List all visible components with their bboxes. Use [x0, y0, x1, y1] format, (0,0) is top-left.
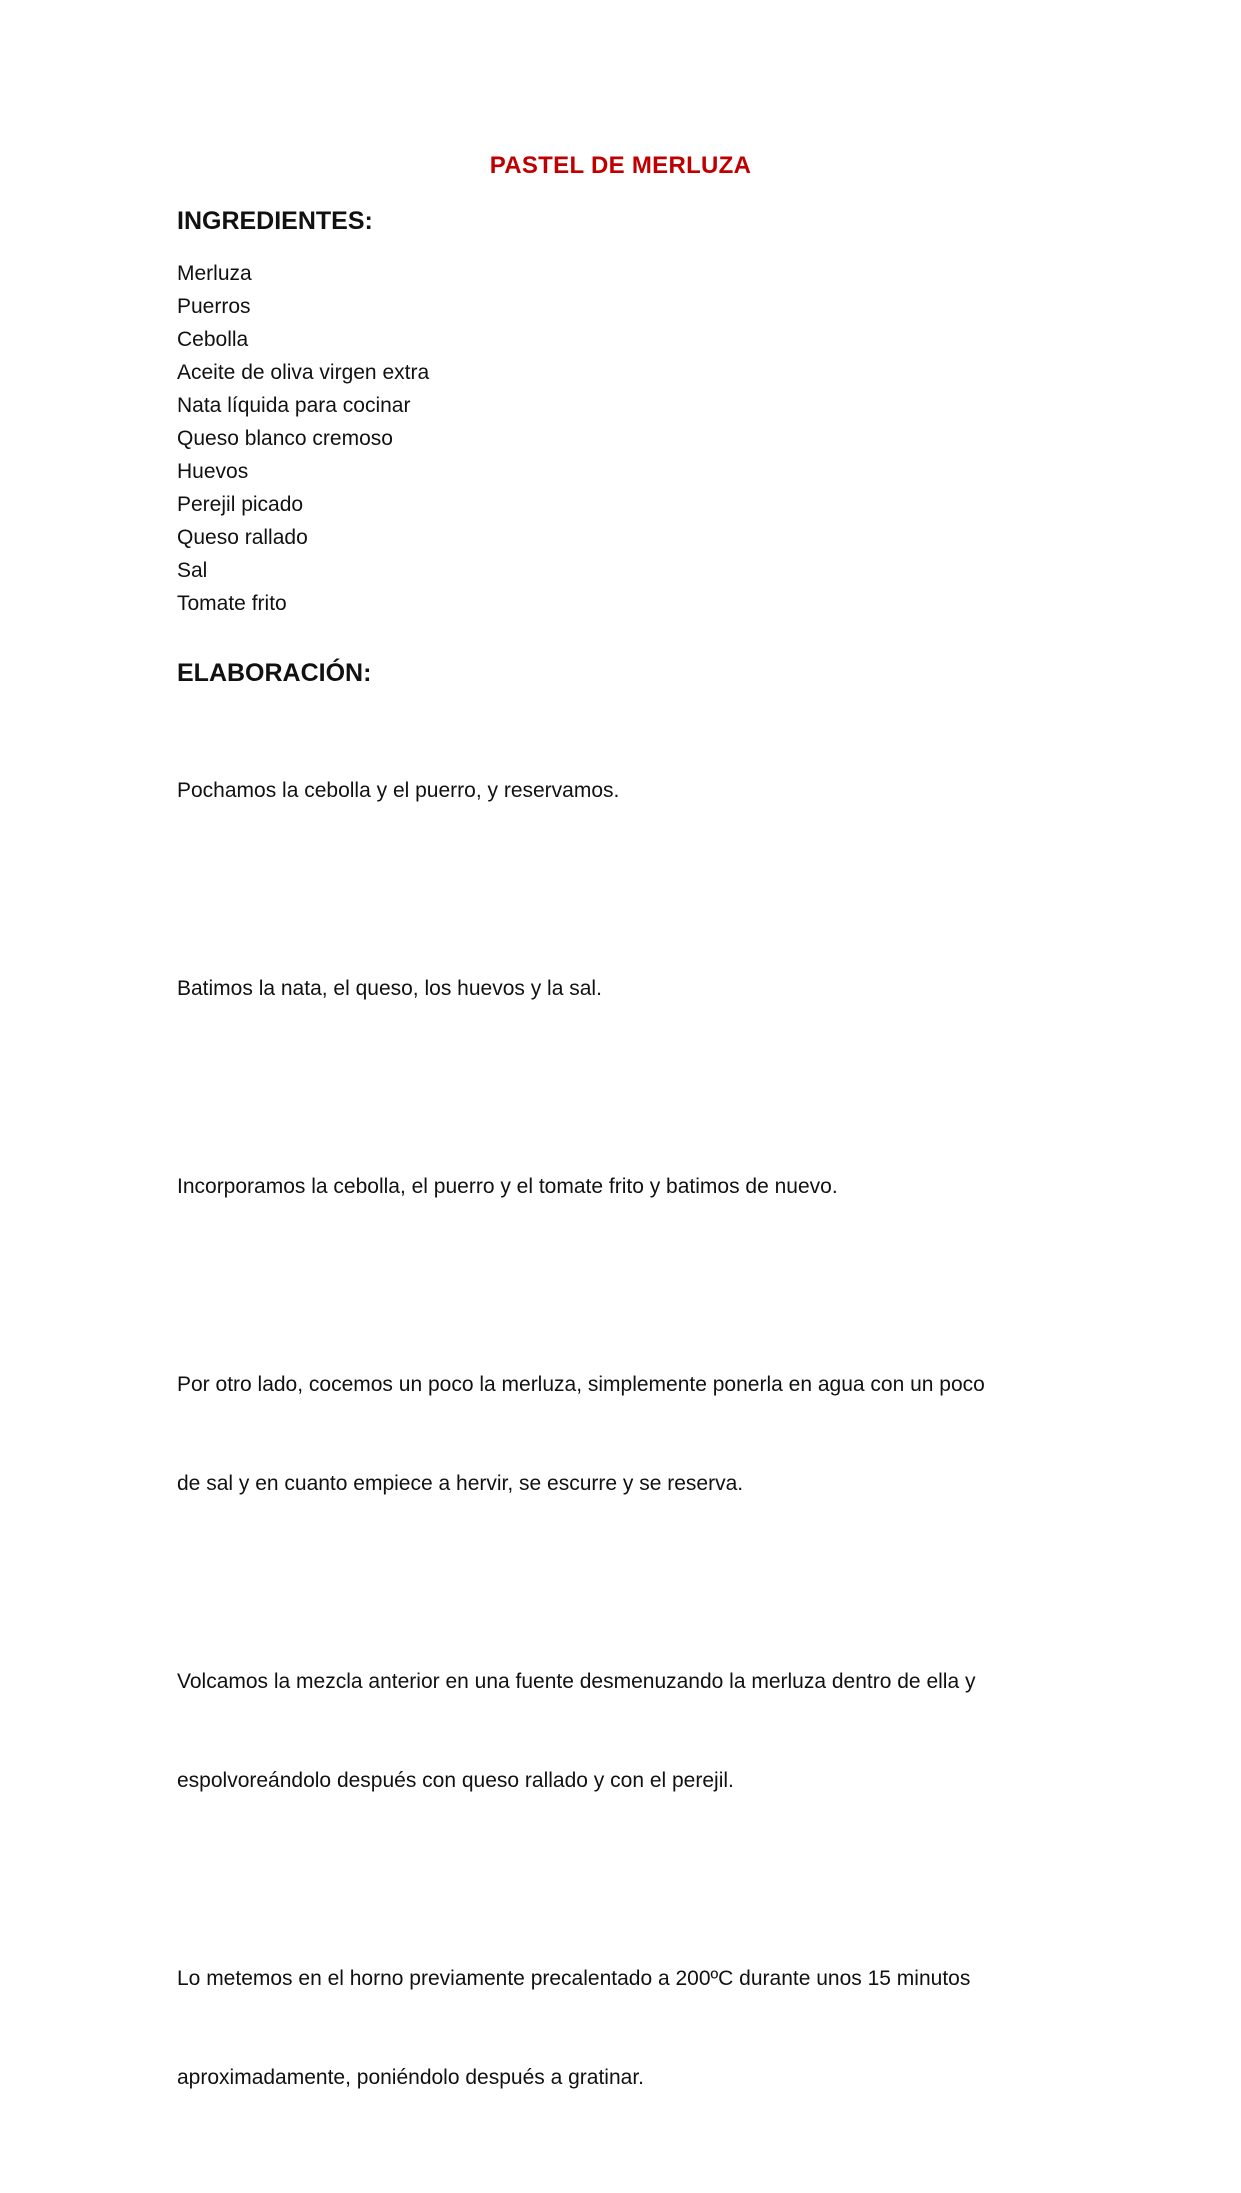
step-line: espolvoreándolo después con queso rallado y con el perejil.	[177, 1769, 734, 1792]
ingredient-item: Queso blanco cremoso	[177, 427, 393, 450]
step-line: Lo metemos en el horno previamente precalentado a 200ºC durante unos 15 minutos	[177, 1967, 971, 1990]
step-paragraph	[177, 1599, 1077, 1863]
step-paragraph	[177, 1302, 1077, 1566]
ingredient-item: Merluza	[177, 262, 252, 285]
step-paragraph	[177, 1896, 1077, 2160]
step-line: aproximadamente, poniéndolo después a gratinar.	[177, 2066, 644, 2089]
step-line: de sal y en cuanto empiece a hervir, se escurre y se reserva.	[177, 1472, 744, 1495]
ingredient-item: Cebolla	[177, 328, 249, 351]
elaboration-heading: ELABORACIÓN:	[177, 659, 372, 687]
step-line: Incorporamos la cebolla, el puerro y el tomate frito y batimos de nuevo.	[177, 1175, 838, 1198]
ingredient-item: Perejil picado	[177, 493, 304, 516]
ingredient-item: Sal	[177, 559, 208, 582]
ingredient-item: Tomate frito	[177, 592, 287, 615]
step-paragraph	[177, 906, 1077, 1071]
ingredient-item: Nata líquida para cocinar	[177, 394, 411, 417]
step-line: Por otro lado, cocemos un poco la merluza, simplemente ponerla en agua con un poco	[177, 1373, 985, 1396]
step-line: Volcamos la mezcla anterior en una fuente desmenuzando la merluza dentro de ella y	[177, 1670, 976, 1693]
ingredient-item: Huevos	[177, 460, 249, 483]
step-line: Pochamos la cebolla y el puerro, y reservamos.	[177, 779, 620, 802]
ingredient-item: Queso rallado	[177, 526, 308, 549]
ingredient-list	[177, 257, 429, 620]
ingredients-heading: INGREDIENTES:	[177, 207, 373, 235]
ingredient-item: Puerros	[177, 295, 251, 318]
step-paragraph	[177, 708, 1077, 873]
step-line: Batimos la nata, el queso, los huevos y la sal.	[177, 977, 602, 1000]
step-paragraph	[177, 1104, 1077, 1269]
ingredient-item: Aceite de oliva virgen extra	[177, 361, 430, 384]
recipe-title: PASTEL DE MERLUZA	[489, 152, 752, 179]
elaboration-steps	[177, 708, 1077, 2193]
